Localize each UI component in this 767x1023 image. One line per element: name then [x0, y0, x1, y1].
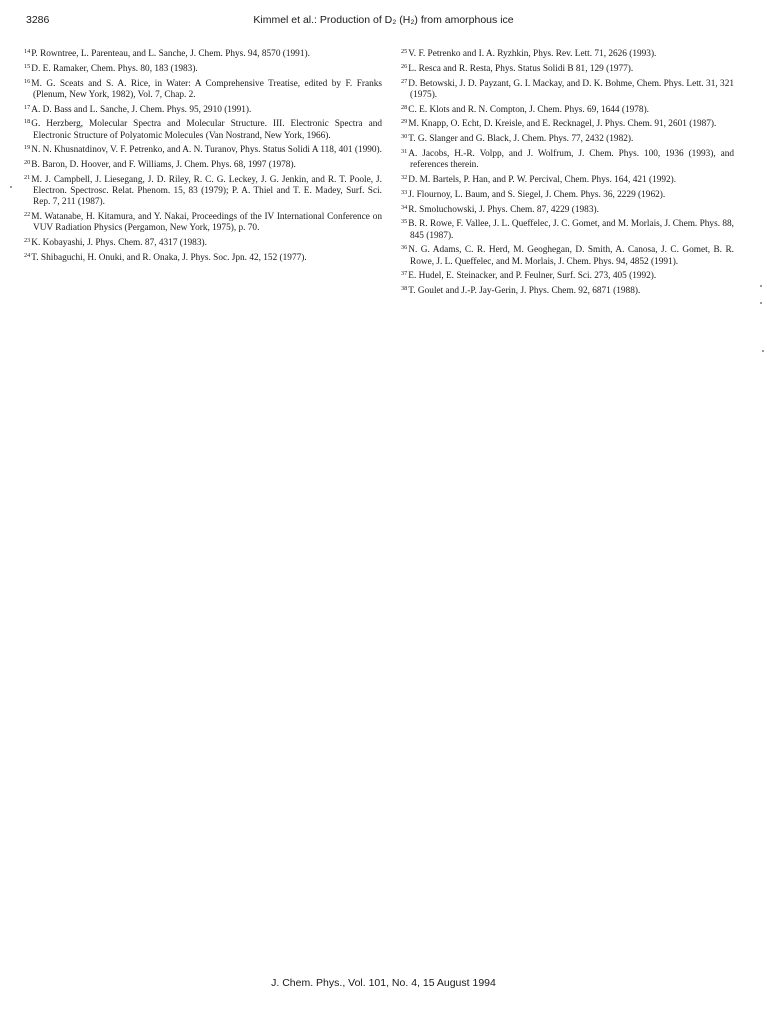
reference-number: 21 — [24, 173, 31, 181]
reference-number: 28 — [401, 103, 408, 111]
reference-item — [401, 187, 734, 201]
reference-item — [401, 61, 734, 75]
reference-text: B. Baron, D. Hoover, and F. Williams, J. Chem. Phys. 68, 1997 (1978). — [31, 160, 296, 171]
reference-item — [401, 242, 734, 267]
reference-number: 32 — [401, 173, 408, 181]
reference-item — [24, 209, 382, 234]
reference-item — [24, 46, 382, 60]
reference-text: M. Watanabe, H. Kitamura, and Y. Nakai, Proceedings of the IV International Conference on VUV Radiation Physics (Pergamon, New York, 1975), p. 70. — [31, 212, 382, 234]
reference-text: N. G. Adams, C. R. Herd, M. Geoghegan, D. Smith, A. Canosa, J. C. Gomet, B. R. Rowe, J. L. Queffelec, and M. Morlais, J. Chem. Phys. 94, 4852 (1991). — [408, 245, 734, 267]
page-footer: J. Chem. Phys., Vol. 101, No. 4, 15 August 1994 — [271, 977, 496, 989]
scan-speck — [760, 302, 762, 304]
reference-text: R. Smoluchowski, J. Phys. Chem. 87, 4229 (1983). — [408, 204, 599, 215]
reference-number: 35 — [401, 218, 408, 226]
reference-text: G. Herzberg, Molecular Spectra and Molecular Structure. III. Electronic Spectra and Electronic Structure of Polyatomic Molecules (Van Nostrand, New York, 1966). — [31, 119, 382, 141]
reference-item — [24, 157, 382, 171]
reference-text: A. Jacobs, H.-R. Volpp, and J. Wolfrum, J. Chem. Phys. 100, 1936 (1993), and references therein. — [408, 148, 734, 171]
reference-number: 25 — [401, 48, 408, 55]
reference-number: 27 — [401, 77, 408, 85]
scan-speck — [760, 285, 762, 287]
reference-number: 17 — [24, 103, 31, 111]
reference-text: B. R. Rowe, F. Vallee, J. L. Queffelec, J. C. Gomet, and M. Morlais, J. Chem. Phys. 88, 845 (1987). — [408, 219, 734, 241]
page-header — [26, 14, 741, 30]
page-number: 3286 — [26, 14, 50, 26]
reference-item — [401, 172, 734, 186]
reference-item — [401, 116, 734, 130]
references-right-column — [401, 46, 734, 298]
reference-item — [24, 76, 382, 101]
reference-number: 29 — [401, 118, 408, 126]
reference-text: A. D. Bass and L. Sanche, J. Chem. Phys. 95, 2910 (1991). — [31, 104, 252, 115]
reference-item — [401, 268, 734, 282]
reference-number: 16 — [24, 77, 31, 85]
reference-text: K. Kobayashi, J. Phys. Chem. 87, 4317 (1983). — [31, 238, 207, 249]
reference-item — [401, 202, 734, 216]
reference-item — [401, 146, 734, 171]
scan-speck — [10, 186, 12, 188]
reference-number: 20 — [24, 159, 31, 167]
reference-item — [24, 116, 382, 141]
reference-number: 36 — [401, 244, 408, 252]
reference-number: 38 — [401, 285, 408, 293]
reference-item — [24, 172, 382, 209]
reference-number: 26 — [401, 62, 408, 70]
reference-item — [401, 102, 734, 116]
reference-text: D. M. Bartels, P. Han, and P. W. Percival, Chem. Phys. 164, 421 (1992). — [408, 174, 677, 185]
reference-text: C. E. Klots and R. N. Compton, J. Chem. Phys. 69, 1644 (1978). — [408, 104, 649, 115]
reference-number: 31 — [401, 147, 408, 155]
reference-number: 14 — [24, 48, 31, 55]
running-title: Kimmel et al.: Production of D₂ (H₂) from amorphous ice — [253, 14, 514, 26]
reference-number: 34 — [401, 203, 408, 211]
references-left-column — [24, 46, 382, 265]
reference-text: M. G. Sceats and S. A. Rice, in Water: A Comprehensive Treatise, edited by F. Franks (Plenum, New York, 1982), Vol. 7, Chap. 2. — [31, 78, 382, 100]
reference-text: D. E. Ramaker, Chem. Phys. 80, 183 (1983). — [31, 63, 198, 74]
reference-number: 15 — [24, 62, 31, 70]
reference-item — [401, 46, 734, 60]
reference-text: M. Knapp, O. Echt, D. Kreisle, and E. Recknagel, J. Phys. Chem. 91, 2601 (1987). — [408, 119, 717, 130]
reference-item — [24, 61, 382, 75]
reference-number: 30 — [401, 133, 408, 141]
reference-text: N. N. Khusnatdinov, V. F. Petrenko, and A. N. Turanov, Phys. Status Solidi A 118, 401 (1990). — [31, 145, 382, 156]
reference-number: 22 — [24, 211, 31, 219]
scan-speck — [762, 350, 764, 352]
reference-item — [24, 102, 382, 116]
reference-number: 24 — [24, 251, 31, 259]
reference-text: D. Betowski, J. D. Payzant, G. I. Mackay, and D. K. Bohme, Chem. Phys. Lett. 31, 321 (1975). — [408, 78, 734, 100]
reference-item — [24, 142, 382, 156]
reference-text: T. Shibaguchi, H. Onuki, and R. Onaka, J. Phys. Soc. Jpn. 42, 152 (1977). — [31, 252, 307, 263]
reference-number: 37 — [401, 270, 408, 278]
reference-item — [401, 76, 734, 101]
reference-number: 33 — [401, 188, 408, 196]
reference-number: 19 — [24, 144, 31, 152]
reference-text: J. Flournoy, L. Baum, and S. Siegel, J. Chem. Phys. 36, 2229 (1962). — [408, 189, 666, 200]
reference-text: L. Resca and R. Resta, Phys. Status Solidi B 81, 129 (1977). — [408, 63, 634, 74]
reference-text: E. Hudel, E. Steinacker, and P. Feulner, Surf. Sci. 273, 405 (1992). — [408, 271, 657, 282]
reference-item — [401, 283, 734, 297]
reference-text: T. G. Slanger and G. Black, J. Chem. Phys. 77, 2432 (1982). — [408, 134, 634, 145]
reference-number: 23 — [24, 237, 31, 245]
reference-text: T. Goulet and J.-P. Jay-Gerin, J. Phys. Chem. 92, 6871 (1988). — [408, 286, 641, 297]
reference-text: P. Rowntree, L. Parenteau, and L. Sanche, J. Chem. Phys. 94, 8570 (1991). — [31, 49, 310, 59]
reference-text: M. J. Campbell, J. Liesegang, J. D. Riley, R. C. G. Leckey, J. G. Jenkin, and R. T. Poole, J. Electron. Spectrosc. Relat. Phenom. 15, 83 (1979); P. A. Thiel and T. E. Madey, Surf. Sci. Rep. 7, 211 (1987). — [31, 174, 382, 208]
reference-item — [24, 235, 382, 249]
reference-number: 18 — [24, 118, 31, 126]
reference-item — [24, 250, 382, 264]
reference-text: V. F. Petrenko and I. A. Ryzhkin, Phys. Rev. Lett. 71, 2626 (1993). — [408, 49, 657, 59]
reference-item — [401, 216, 734, 241]
reference-item — [401, 131, 734, 145]
